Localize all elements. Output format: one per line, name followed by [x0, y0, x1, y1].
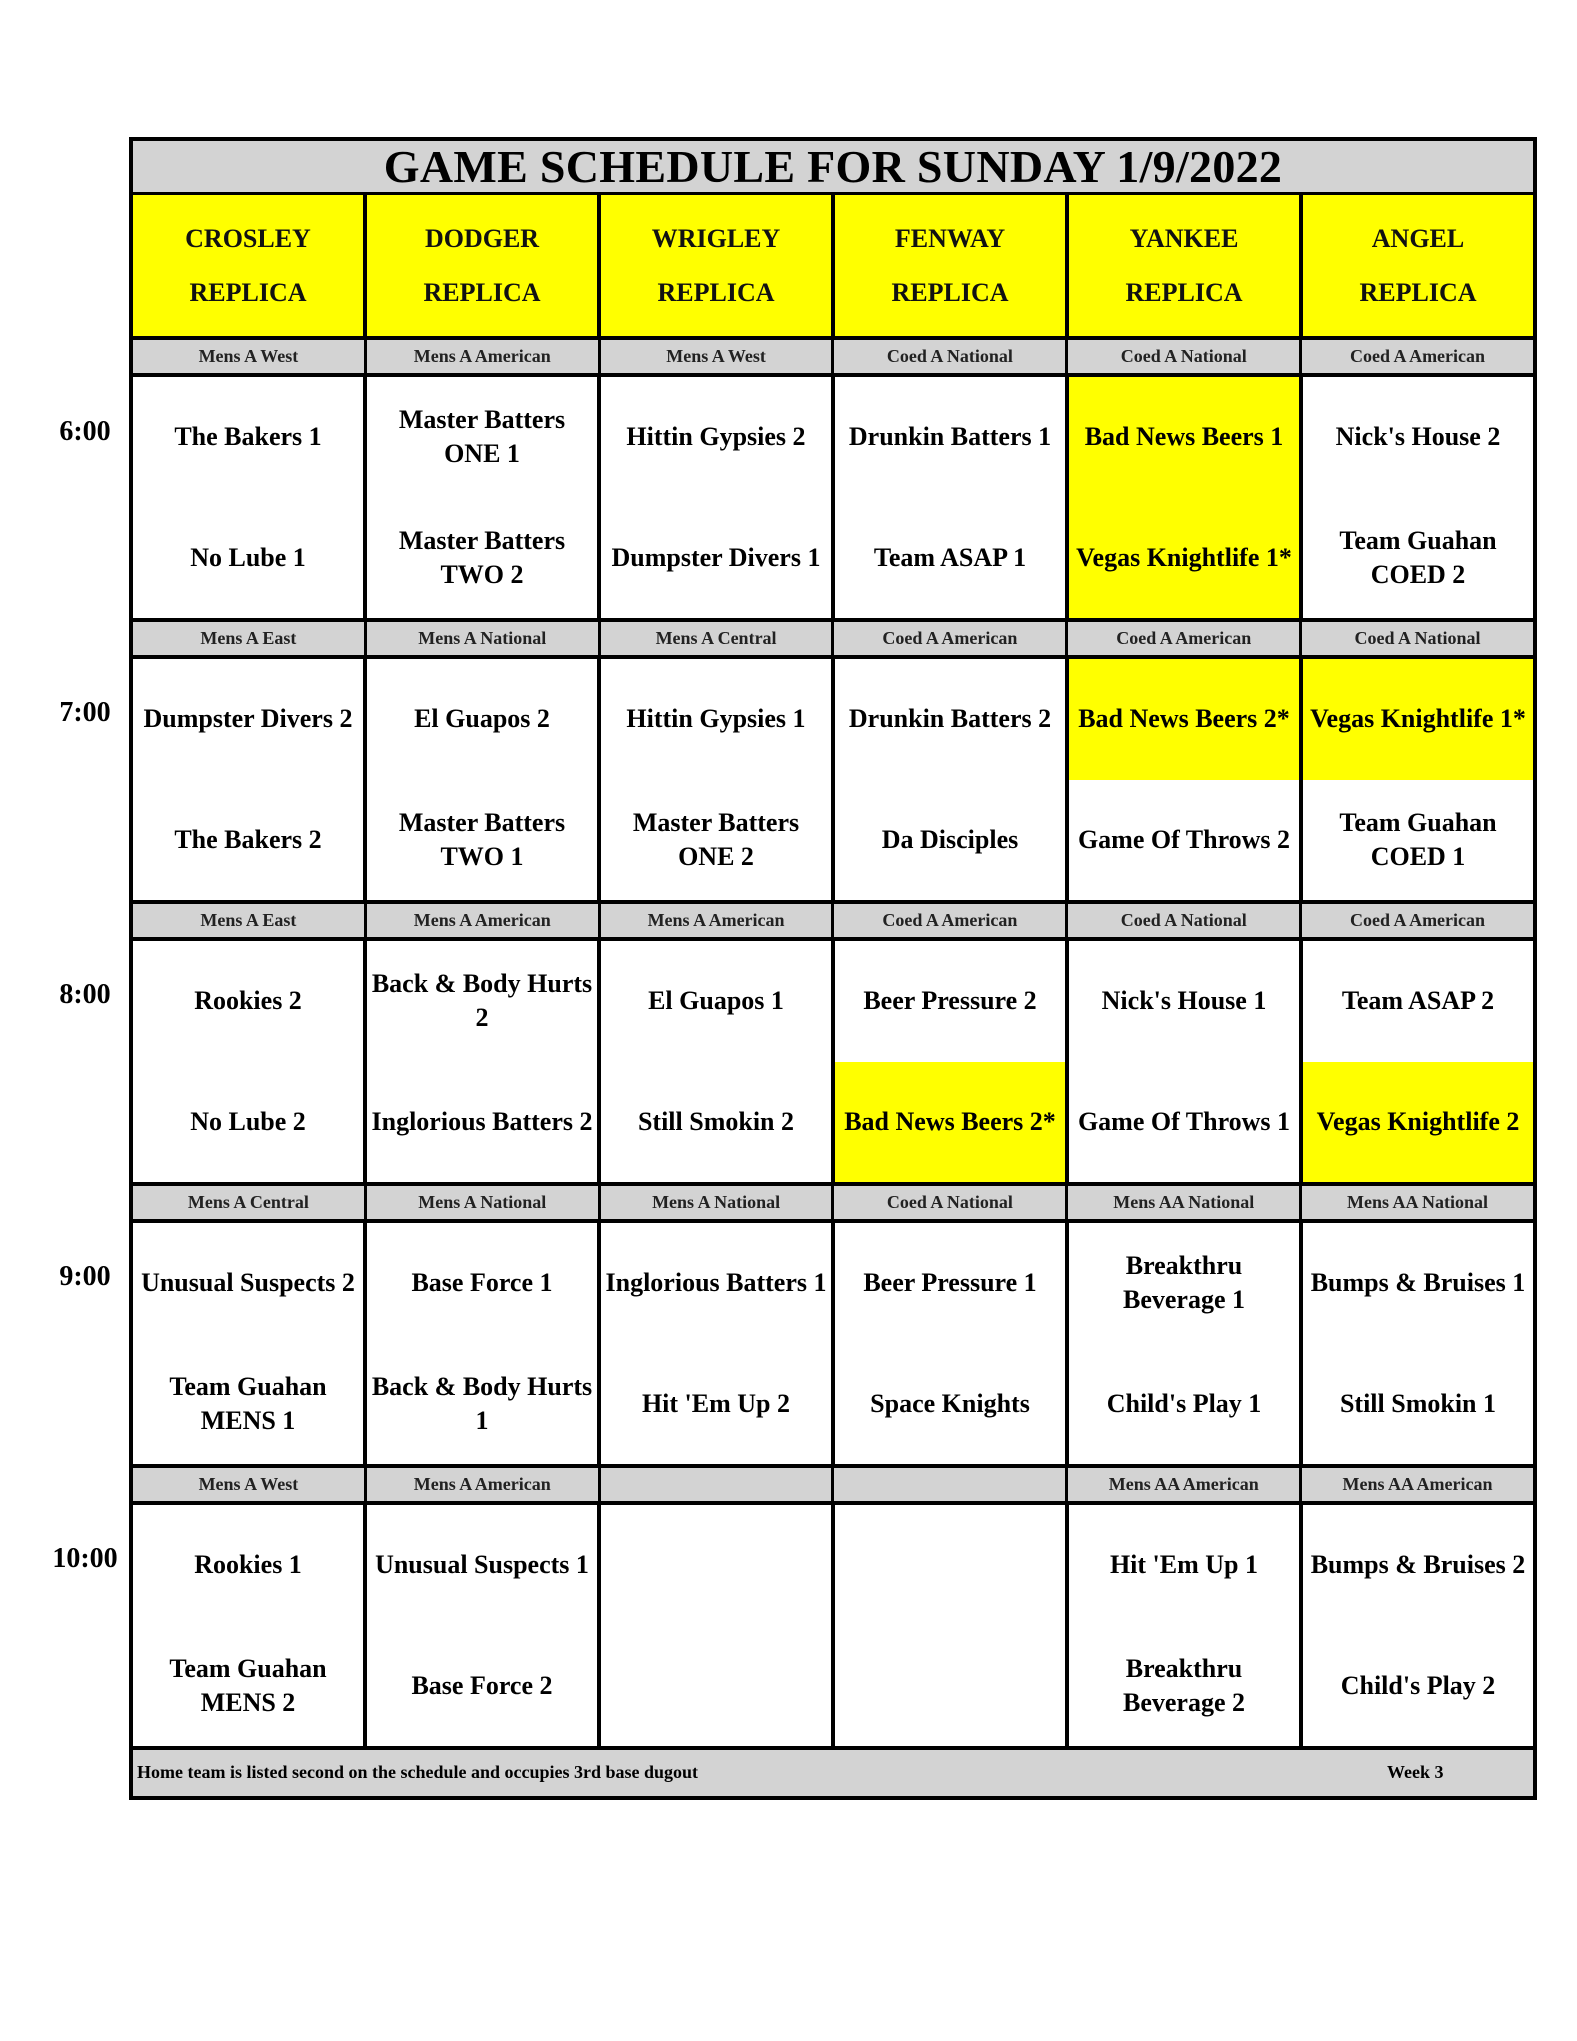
game-cell	[363, 377, 597, 618]
field-header	[1065, 195, 1299, 336]
game-cell	[597, 941, 831, 1182]
team-name: Base Force 2	[411, 1670, 553, 1700]
field-subtitle: REPLICA	[1125, 277, 1243, 307]
team-name: Dumpster Divers 2	[143, 704, 353, 734]
game-row	[133, 941, 1533, 1186]
division-label: Coed A National	[1299, 622, 1533, 655]
team-name: Hittin Gypsies 1	[626, 704, 806, 734]
team-name: Master Batters ONE 2	[632, 807, 800, 871]
team-name: Drunkin Batters 2	[848, 704, 1052, 734]
game-row	[133, 1223, 1533, 1468]
division-label: Mens A East	[200, 628, 297, 648]
game-cell	[1065, 1223, 1299, 1464]
division-row	[133, 904, 1533, 941]
field-name: WRIGLEY	[651, 223, 781, 253]
division-label: Coed A National	[831, 340, 1065, 373]
division-label: Mens A East	[200, 910, 297, 930]
team-name: No Lube 2	[190, 1106, 306, 1136]
team-name: The Bakers 2	[174, 824, 322, 854]
home-team	[1069, 1062, 1299, 1183]
team-name: Hittin Gypsies 2	[626, 422, 806, 452]
division-label: Coed A American	[1065, 622, 1299, 655]
team-name: Team ASAP 2	[1341, 986, 1495, 1016]
visiting-team	[601, 659, 831, 780]
visiting-team	[835, 1223, 1065, 1344]
team-name: Vegas Knightlife 2	[1316, 1106, 1520, 1136]
game-cell	[831, 1505, 1065, 1746]
home-team	[1303, 780, 1533, 901]
division-label: Mens A Central	[598, 622, 832, 655]
field-header	[363, 195, 597, 336]
visiting-team	[367, 377, 597, 498]
home-team	[601, 498, 831, 619]
visiting-team	[835, 659, 1065, 780]
home-team	[1069, 780, 1299, 901]
game-row	[133, 377, 1533, 622]
field-subtitle: REPLICA	[423, 277, 541, 307]
home-team	[133, 780, 363, 901]
game-row	[133, 1505, 1533, 1750]
division-label: Coed A American	[831, 904, 1065, 937]
time-label: 7:00	[59, 697, 111, 728]
home-team	[835, 780, 1065, 901]
game-cell	[1065, 1505, 1299, 1746]
home-team	[133, 498, 363, 619]
team-name: Breakthru Beverage 1	[1122, 1251, 1245, 1315]
game-cell	[831, 941, 1065, 1182]
game-cell	[1299, 941, 1533, 1182]
home-team	[133, 1626, 363, 1747]
field-header	[133, 195, 363, 336]
division-label	[831, 1468, 1065, 1501]
schedule-title: GAME SCHEDULE FOR SUNDAY 1/9/2022	[133, 141, 1533, 195]
game-row	[133, 659, 1533, 904]
game-cell	[133, 1223, 363, 1464]
game-cell	[1065, 941, 1299, 1182]
team-name: Still Smokin 2	[637, 1106, 795, 1136]
division-label: Coed A National	[831, 1186, 1065, 1219]
visiting-team	[133, 659, 363, 780]
team-name: Nick's House 2	[1335, 422, 1501, 452]
game-cell	[1065, 659, 1299, 900]
visiting-team	[1303, 1223, 1533, 1344]
visiting-team	[835, 377, 1065, 498]
division-label: Mens A American	[364, 340, 598, 373]
division-label: Mens A West	[598, 340, 832, 373]
field-name: ANGEL	[1371, 223, 1465, 253]
team-name: Master Batters TWO 2	[398, 525, 566, 589]
team-name: El Guapos 1	[648, 986, 784, 1016]
game-cell	[133, 377, 363, 618]
division-label: Mens AA National	[1065, 1186, 1299, 1219]
team-name: Bumps & Bruises 2	[1310, 1550, 1526, 1580]
team-name: Team Guahan MENS 2	[169, 1653, 327, 1717]
schedule-table	[129, 137, 1537, 1800]
visiting-team	[367, 1223, 597, 1344]
team-name: Hit 'Em Up 1	[1109, 1550, 1259, 1580]
team-name: Team Guahan COED 2	[1339, 525, 1497, 589]
home-team	[1303, 1344, 1533, 1465]
visiting-team	[1303, 377, 1533, 498]
team-name: Hit 'Em Up 2	[641, 1388, 791, 1418]
division-label: Coed A National	[1065, 340, 1299, 373]
home-team	[367, 1344, 597, 1465]
division-label: Mens A National	[364, 622, 598, 655]
visiting-team	[133, 941, 363, 1062]
field-subtitle: REPLICA	[657, 277, 775, 307]
visiting-team	[133, 377, 363, 498]
game-cell	[363, 1505, 597, 1746]
division-label	[598, 1468, 832, 1501]
team-name: Rookies 1	[194, 1550, 302, 1580]
time-label: 8:00	[59, 979, 111, 1010]
home-team	[133, 1344, 363, 1465]
game-cell	[1299, 1223, 1533, 1464]
division-label: Mens AA American	[1065, 1468, 1299, 1501]
team-name: Master Batters ONE 1	[398, 405, 566, 469]
visiting-team	[835, 1505, 1065, 1626]
team-name: Child's Play 2	[1340, 1670, 1496, 1700]
visiting-team	[1303, 659, 1533, 780]
team-name: Base Force 1	[411, 1268, 553, 1298]
visiting-team	[601, 1223, 831, 1344]
home-team	[367, 1626, 597, 1747]
home-team	[835, 498, 1065, 619]
division-label: Mens AA American	[1299, 1468, 1533, 1501]
field-name: DODGER	[424, 223, 540, 253]
division-label: Mens A American	[364, 904, 598, 937]
week-label: Week 3	[1387, 1762, 1444, 1782]
visiting-team	[1069, 1505, 1299, 1626]
team-name: Still Smokin 1	[1339, 1388, 1497, 1418]
visiting-team	[601, 377, 831, 498]
field-header-row	[133, 195, 1533, 340]
game-cell	[1299, 1505, 1533, 1746]
visiting-team	[1069, 941, 1299, 1062]
time-slots	[133, 340, 1533, 1750]
visiting-team	[133, 1505, 363, 1626]
team-name: Space Knights	[870, 1388, 1030, 1418]
team-name: Dumpster Divers 1	[611, 542, 821, 572]
home-team	[835, 1062, 1065, 1183]
game-cell	[133, 659, 363, 900]
field-name: CROSLEY	[185, 223, 311, 253]
team-name: Team Guahan MENS 1	[169, 1371, 327, 1435]
division-row	[133, 622, 1533, 659]
division-label: Mens A American	[364, 1468, 598, 1501]
home-team	[601, 1626, 831, 1747]
division-row	[133, 1186, 1533, 1223]
division-label: Mens A National	[598, 1186, 832, 1219]
team-name: Rookies 2	[194, 986, 302, 1016]
game-cell	[597, 1505, 831, 1746]
field-subtitle: REPLICA	[189, 277, 307, 307]
visiting-team	[1069, 377, 1299, 498]
home-team	[835, 1626, 1065, 1747]
division-label: Mens A National	[364, 1186, 598, 1219]
visiting-team	[133, 1223, 363, 1344]
division-label: Mens AA National	[1299, 1186, 1533, 1219]
team-name: Master Batters TWO 1	[398, 807, 566, 871]
team-name: Bad News Beers 1	[1084, 422, 1284, 452]
game-cell	[363, 659, 597, 900]
home-team	[1303, 498, 1533, 619]
team-name: The Bakers 1	[174, 422, 322, 452]
team-name: Bad News Beers 2*	[1078, 704, 1290, 734]
time-label: 9:00	[59, 1261, 111, 1292]
division-label: Coed A National	[1065, 904, 1299, 937]
field-header	[597, 195, 831, 336]
team-name: Inglorious Batters 1	[605, 1268, 827, 1298]
game-cell	[1299, 377, 1533, 618]
home-team	[367, 780, 597, 901]
team-name: Team ASAP 1	[873, 542, 1027, 572]
team-name: Vegas Knightlife 1*	[1310, 704, 1526, 734]
game-cell	[597, 377, 831, 618]
field-header	[831, 195, 1065, 336]
team-name: Unusual Suspects 1	[375, 1550, 589, 1580]
team-name: Game Of Throws 2	[1077, 824, 1291, 854]
division-label: Mens A West	[198, 346, 299, 366]
division-label: Mens A West	[198, 1474, 299, 1494]
visiting-team	[367, 659, 597, 780]
home-team	[1069, 1626, 1299, 1747]
team-name: Da Disciples	[881, 824, 1019, 854]
field-subtitle: REPLICA	[891, 277, 1009, 307]
team-name: Beer Pressure 1	[863, 1268, 1037, 1298]
field-header	[1299, 195, 1533, 336]
team-name: Breakthru Beverage 2	[1122, 1653, 1245, 1717]
home-team	[601, 780, 831, 901]
visiting-team	[1069, 659, 1299, 780]
visiting-team	[1303, 1505, 1533, 1626]
team-name: El Guapos 2	[414, 704, 550, 734]
game-cell	[831, 377, 1065, 618]
team-name: Unusual Suspects 2	[141, 1268, 355, 1298]
division-label: Mens A Central	[187, 1192, 309, 1212]
team-name: Child's Play 1	[1106, 1388, 1262, 1418]
home-team	[133, 1062, 363, 1183]
visiting-team	[601, 1505, 831, 1626]
team-name: Bad News Beers 2*	[844, 1106, 1056, 1136]
home-team	[1303, 1626, 1533, 1747]
time-label: 6:00	[59, 416, 111, 447]
field-name: FENWAY	[894, 223, 1006, 253]
game-cell	[831, 1223, 1065, 1464]
field-name: YANKEE	[1129, 223, 1239, 253]
home-team	[1069, 1344, 1299, 1465]
time-label: 10:00	[52, 1543, 118, 1574]
field-subtitle: REPLICA	[1359, 277, 1477, 307]
visiting-team	[1303, 941, 1533, 1062]
team-name: Drunkin Batters 1	[848, 422, 1052, 452]
team-name: Vegas Knightlife 1*	[1076, 542, 1292, 572]
team-name: Bumps & Bruises 1	[1310, 1268, 1526, 1298]
division-label: Mens A American	[598, 904, 832, 937]
home-team	[601, 1344, 831, 1465]
team-name: Back & Body Hurts 2	[371, 969, 593, 1033]
team-name: Team Guahan COED 1	[1339, 807, 1497, 871]
game-cell	[363, 941, 597, 1182]
division-label: Coed A American	[831, 622, 1065, 655]
home-team	[367, 1062, 597, 1183]
team-name: Beer Pressure 2	[863, 986, 1037, 1016]
game-cell	[133, 941, 363, 1182]
game-cell	[831, 659, 1065, 900]
division-label: Coed A American	[1299, 340, 1533, 373]
game-cell	[1065, 377, 1299, 618]
team-name: No Lube 1	[190, 542, 306, 572]
home-team-note: Home team is listed second on the schedule and occupies 3rd base dugout	[137, 1762, 699, 1782]
visiting-team	[367, 941, 597, 1062]
home-team	[835, 1344, 1065, 1465]
game-cell	[133, 1505, 363, 1746]
team-name: Inglorious Batters 2	[371, 1106, 593, 1136]
team-name: Back & Body Hurts 1	[371, 1371, 593, 1435]
game-cell	[597, 659, 831, 900]
visiting-team	[601, 941, 831, 1062]
game-cell	[363, 1223, 597, 1464]
footer-bar	[133, 1750, 1533, 1796]
team-name: Game Of Throws 1	[1077, 1106, 1291, 1136]
visiting-team	[367, 1505, 597, 1626]
home-team	[1303, 1062, 1533, 1183]
home-team	[367, 498, 597, 619]
home-team	[601, 1062, 831, 1183]
team-name: Nick's House 1	[1101, 986, 1267, 1016]
visiting-team	[1069, 1223, 1299, 1344]
visiting-team	[835, 941, 1065, 1062]
division-row	[133, 1468, 1533, 1505]
division-label: Coed A American	[1299, 904, 1533, 937]
home-team	[1069, 498, 1299, 619]
game-cell	[597, 1223, 831, 1464]
game-cell	[1299, 659, 1533, 900]
division-row	[133, 340, 1533, 377]
